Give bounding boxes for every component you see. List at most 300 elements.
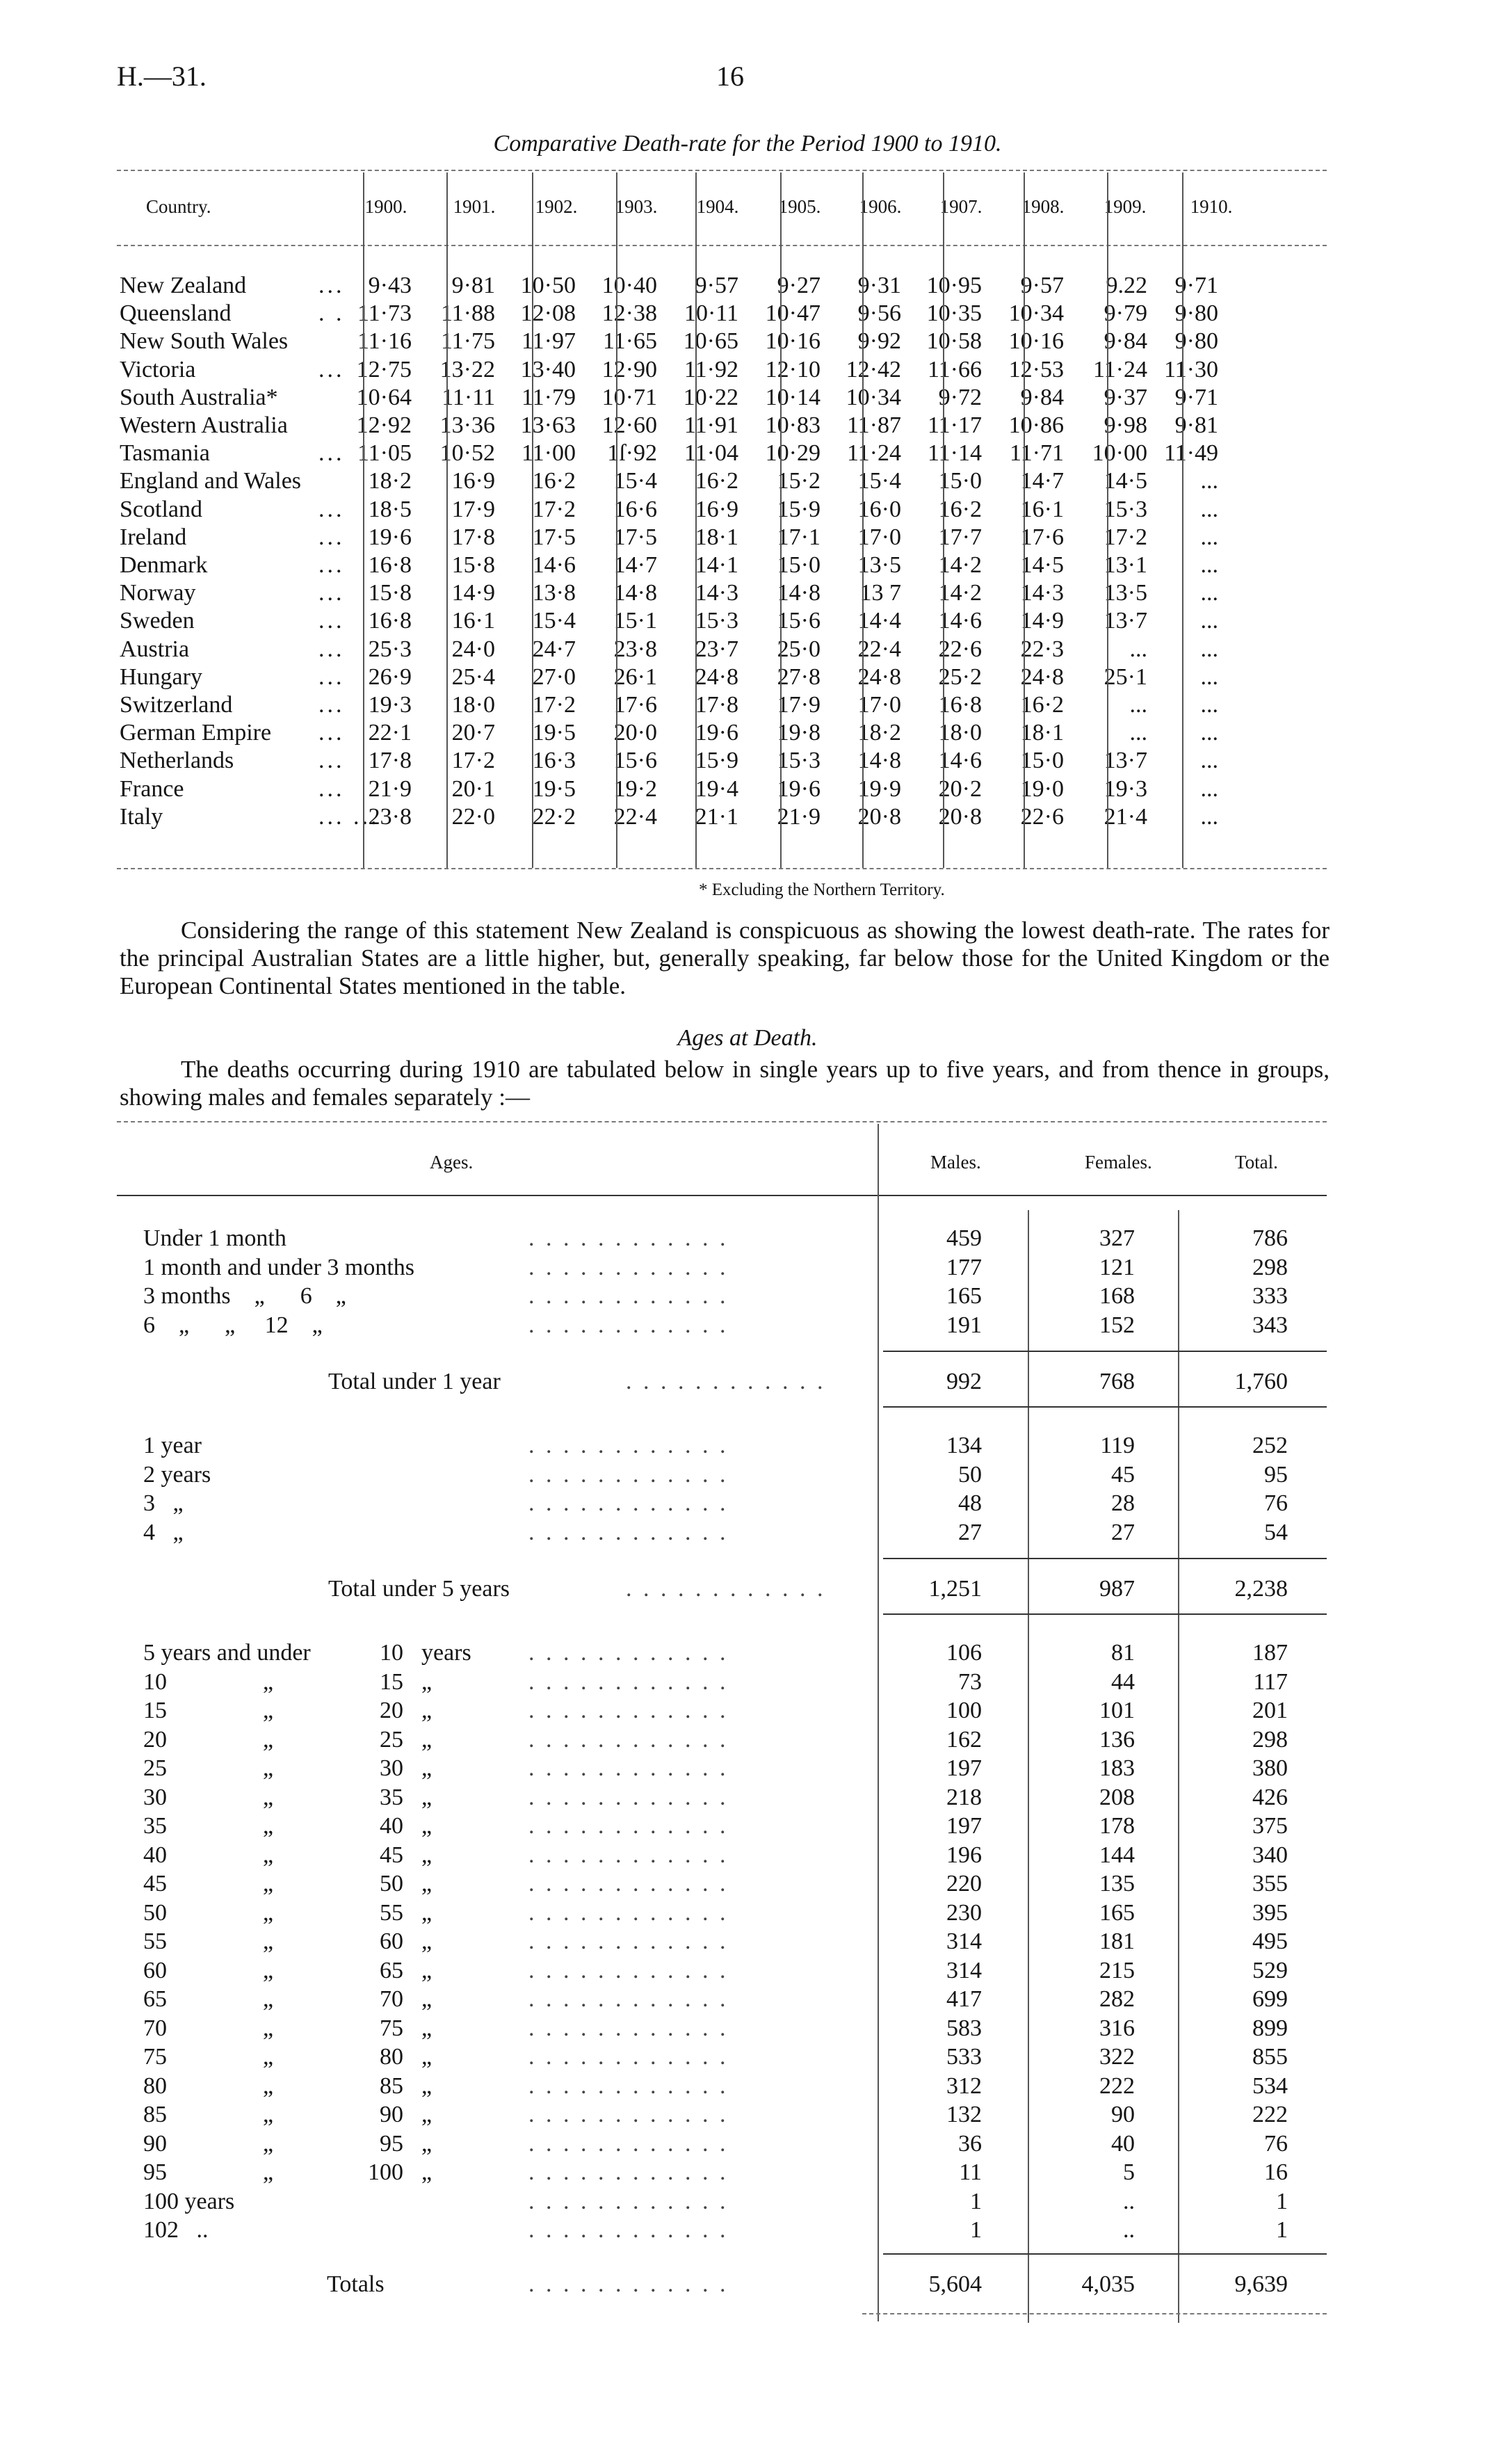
ditto-mark: „: [263, 2159, 274, 2185]
total-cell: 117: [1253, 1668, 1288, 1695]
year-header-6: 1906.: [859, 196, 902, 217]
country-name: Austria: [120, 636, 190, 662]
rate-cell: 17·9: [451, 496, 495, 522]
rate-cell: 17·2: [532, 496, 576, 522]
rate-cell: ...: [1200, 748, 1218, 774]
males-cell: 48: [958, 1490, 982, 1516]
country-name: England and Wales: [120, 468, 302, 494]
age-from: 75: [143, 2044, 167, 2070]
rate-cell: 9·84: [1104, 328, 1147, 355]
rate-cell: 10·34: [1008, 300, 1064, 327]
country-name: Sweden: [120, 608, 195, 634]
rate-cell: 9·81: [1174, 412, 1218, 438]
leader-dots: . . . . . . . . . . . .: [626, 1576, 826, 1602]
females-cell: 208: [1099, 1784, 1135, 1810]
rate-cell: 9·98: [1104, 412, 1147, 438]
total-cell: 855: [1252, 2044, 1288, 2070]
total-cell: 201: [1252, 1698, 1288, 1723]
totals-label: Totals: [327, 2271, 385, 2297]
rate-cell: 27·0: [532, 663, 576, 690]
age-label: 1 year: [143, 1433, 202, 1458]
ditto-mark: „: [263, 2102, 274, 2127]
leader-dots: . . . . . . . . . . . .: [528, 1986, 729, 2012]
rate-cell: 14·2: [938, 552, 982, 578]
age-unit: „: [421, 2044, 433, 2070]
table2-males-divider: [1028, 1210, 1029, 2323]
females-cell: 168: [1099, 1283, 1135, 1309]
rate-cell: 18·2: [368, 468, 412, 494]
age-to: 45: [380, 1842, 403, 1868]
rate-cell: 9·84: [1020, 384, 1064, 410]
rate-cell: 24·0: [451, 636, 495, 662]
rate-cell: 16·8: [938, 692, 982, 718]
rate-cell: 10·47: [765, 300, 821, 327]
females-cell: 101: [1099, 1698, 1135, 1723]
rate-cell: 14·6: [938, 608, 982, 634]
death-rate-row: [0, 692, 1495, 720]
age-from: 30: [143, 1784, 167, 1810]
males-cell: 312: [946, 2072, 982, 2099]
rate-cell: ...: [1200, 636, 1218, 662]
rate-cell: 14·5: [1020, 552, 1064, 578]
rate-cell: 12·53: [1008, 356, 1064, 383]
rate-cell: 11·75: [440, 328, 495, 355]
rate-cell: ...: [1129, 692, 1147, 718]
rate-cell: 15·3: [1104, 496, 1147, 522]
males-cell: 1: [970, 2188, 982, 2214]
rate-cell: 10·86: [1008, 412, 1064, 438]
rate-cell: 25·0: [777, 636, 821, 662]
rate-cell: 26·1: [613, 663, 657, 690]
rate-cell: 25·4: [451, 663, 495, 690]
rate-cell: 20·2: [938, 775, 982, 802]
table1-col-divider-9: [1107, 172, 1108, 868]
age-unit: „: [421, 1698, 433, 1723]
rate-cell: 10·29: [765, 440, 821, 467]
age-from: 65: [143, 1986, 167, 2012]
females-cell: 121: [1099, 1254, 1135, 1280]
death-rate-row: [0, 748, 1495, 775]
rate-cell: 25·1: [1104, 663, 1147, 690]
rate-cell: 9·31: [857, 273, 901, 298]
table1-col-divider-3: [616, 172, 617, 868]
age-label: 3 months „ 6 „: [143, 1283, 346, 1309]
table1-header-rule: [117, 245, 1327, 246]
rate-cell: 10·58: [926, 328, 982, 355]
age-unit: „: [421, 1784, 433, 1810]
females-cell: 81: [1111, 1640, 1135, 1666]
rate-cell: ...: [1200, 524, 1218, 550]
total-cell: 252: [1252, 1433, 1288, 1458]
age-unit: „: [421, 2130, 433, 2157]
leader-dots: . . . . . . . . . . . .: [528, 1433, 729, 1458]
rate-cell: 13·5: [1104, 580, 1147, 606]
age-to: 30: [380, 1755, 403, 1781]
age-to: 95: [380, 2130, 403, 2157]
year-header-2: 1902.: [535, 196, 578, 217]
rate-cell: 22·6: [938, 636, 982, 662]
year-header-3: 1903.: [615, 196, 658, 217]
total-cell: 76: [1264, 1490, 1288, 1516]
ages-intro-paragraph: The deaths occurring during 1910 are tabulated below in single years up to five years, and from thence in groups, showing males and females separately :—: [120, 1056, 1330, 1111]
females-cell: 136: [1099, 1726, 1135, 1753]
death-rate-row: [0, 497, 1495, 524]
rate-cell: ...: [1200, 692, 1218, 718]
females-cell: 44: [1111, 1668, 1135, 1695]
rate-cell: 18·0: [451, 692, 495, 718]
age-unit: „: [421, 2102, 433, 2127]
rate-cell: 21·9: [368, 775, 412, 802]
males-cell: 218: [946, 1784, 982, 1810]
leader-dots: ...: [318, 636, 345, 662]
rate-cell: 13·7: [1104, 748, 1147, 774]
rate-cell: 11·24: [1092, 356, 1147, 383]
table1-col-divider-10: [1182, 172, 1183, 868]
males-cell: 196: [946, 1842, 982, 1868]
leader-dots: . . . . . . . . . . . .: [528, 2102, 729, 2127]
females-cell: 165: [1099, 1899, 1135, 1926]
ditto-mark: „: [263, 1928, 274, 1954]
age-from: 40: [143, 1842, 167, 1868]
age-to: 85: [380, 2072, 403, 2099]
rate-cell: 11·71: [1009, 440, 1064, 467]
leader-dots: ...: [318, 748, 345, 774]
females-cell: 40: [1111, 2130, 1135, 2157]
total-cell: 333: [1252, 1283, 1288, 1309]
leader-dots: . .: [318, 300, 345, 327]
rate-cell: 16·9: [451, 468, 495, 494]
females-cell: 282: [1099, 1986, 1135, 2012]
rate-cell: 9·81: [451, 273, 495, 298]
age-from: 100 years: [143, 2188, 235, 2214]
males-cell: 197: [946, 1755, 982, 1781]
males-cell: 992: [946, 1369, 982, 1394]
subtotal-under-rule: [883, 1613, 1327, 1615]
total-cell: 298: [1252, 1254, 1288, 1280]
females-cell: ..: [1123, 2217, 1135, 2243]
females-cell: 135: [1099, 1871, 1135, 1897]
males-cell: 230: [946, 1899, 982, 1926]
age-from: 45: [143, 1871, 167, 1897]
table1-bottom-rule: [117, 868, 1327, 869]
females-cell: 4,035: [1081, 2271, 1135, 2297]
age-to: 90: [380, 2102, 403, 2127]
death-rate-row: [0, 468, 1495, 496]
leader-dots: . . . . . . . . . . . .: [528, 1225, 729, 1251]
leader-dots: . . . . . . . . . . . .: [626, 1369, 826, 1394]
age-from: 80: [143, 2072, 167, 2099]
ditto-mark: „: [263, 2044, 274, 2070]
rate-cell: 11·65: [602, 328, 657, 355]
rate-cell: 1ſ·92: [607, 440, 657, 467]
rate-cell: 9·71: [1174, 273, 1218, 298]
leader-dots: . . . . . . . . . . . .: [528, 1784, 729, 1810]
rate-cell: 15·4: [857, 468, 901, 494]
table2-header-rule: [117, 1195, 1327, 1196]
table1-col-divider-5: [780, 172, 782, 868]
country-name: New Zealand: [120, 273, 247, 298]
totals-rule: [883, 2253, 1327, 2255]
age-from: 55: [143, 1928, 167, 1954]
death-rate-row: [0, 552, 1495, 580]
death-rate-row: [0, 328, 1495, 356]
country-name: German Empire: [120, 720, 272, 746]
rate-cell: 17·8: [451, 524, 495, 550]
rate-cell: 17·2: [532, 692, 576, 718]
age-from: 90: [143, 2130, 167, 2157]
leader-dots: ...: [318, 663, 345, 690]
rate-cell: 14·3: [1020, 580, 1064, 606]
rate-cell: 16·2: [532, 468, 576, 494]
table1-col-divider-7: [943, 172, 944, 868]
rate-cell: 17·0: [857, 524, 901, 550]
age-from: 95: [143, 2159, 167, 2185]
year-header-1: 1901.: [453, 196, 496, 217]
leader-dots: ...: [318, 775, 345, 802]
rate-cell: 15·3: [695, 608, 738, 634]
total-header: Total.: [1235, 1152, 1278, 1173]
age-to: 50: [380, 1871, 403, 1897]
leader-dots: . . . . . . . . . . . .: [528, 1871, 729, 1897]
rate-cell: 10·65: [683, 328, 738, 355]
ditto-mark: „: [263, 1698, 274, 1723]
death-rate-row: [0, 440, 1495, 468]
ditto-mark: „: [263, 1986, 274, 2012]
age-from: 20: [143, 1726, 167, 1753]
age-from: 15: [143, 1698, 167, 1723]
table1-col-divider-1: [446, 172, 448, 868]
males-cell: 5,604: [928, 2271, 982, 2297]
rate-cell: 11·97: [521, 328, 576, 355]
rate-cell: 21·9: [777, 803, 821, 830]
age-unit: „: [421, 2159, 433, 2185]
females-cell: 768: [1099, 1369, 1135, 1394]
rate-cell: 16·8: [368, 608, 412, 634]
country-name: Victoria: [120, 356, 196, 383]
rate-cell: 22·2: [532, 803, 576, 830]
death-rate-row: [0, 608, 1495, 636]
death-rate-row: [0, 385, 1495, 412]
age-to: 75: [380, 2015, 403, 2041]
rate-cell: 16·6: [613, 496, 657, 522]
total-cell: 187: [1252, 1640, 1288, 1666]
ditto-mark: „: [263, 1668, 274, 1695]
age-unit: „: [421, 1899, 433, 1926]
death-rate-row: [0, 636, 1495, 664]
females-cell: 45: [1111, 1461, 1135, 1488]
leader-dots: . . . . . . . . . . . .: [528, 1928, 729, 1954]
death-rate-row: [0, 412, 1495, 440]
leader-dots: . . . . . . . . . . . .: [528, 1640, 729, 1666]
rate-cell: 15·8: [368, 580, 412, 606]
rate-cell: 19·0: [1020, 775, 1064, 802]
country-name: Western Australia: [120, 412, 288, 438]
year-header-9: 1909.: [1104, 196, 1147, 217]
males-cell: 134: [946, 1433, 982, 1458]
rate-cell: ...: [1200, 496, 1218, 522]
rate-cell: 13 7: [859, 580, 901, 606]
females-cell: 183: [1099, 1755, 1135, 1781]
females-cell: 215: [1099, 1957, 1135, 1983]
ditto-mark: „: [263, 1755, 274, 1781]
rate-cell: 11·30: [1163, 356, 1218, 383]
table2-top-rule: [117, 1121, 1327, 1122]
age-unit: years: [421, 1640, 471, 1666]
total-cell: 426: [1252, 1784, 1288, 1810]
rate-cell: ...: [1200, 608, 1218, 634]
rate-cell: 13·5: [857, 552, 901, 578]
rate-cell: 9·92: [857, 328, 901, 355]
rate-cell: 18·2: [857, 720, 901, 746]
rate-cell: 26·9: [368, 663, 412, 690]
leader-dots: . . . . . . . . . . . .: [528, 1842, 729, 1868]
age-unit: „: [421, 2015, 433, 2041]
rate-cell: 27·8: [777, 663, 821, 690]
year-header-5: 1905.: [778, 196, 821, 217]
rate-cell: 22·4: [613, 803, 657, 830]
age-to: 40: [380, 1813, 403, 1839]
rate-cell: 17·5: [532, 524, 576, 550]
year-header-7: 1907.: [939, 196, 983, 217]
males-cell: 220: [946, 1871, 982, 1897]
total-cell: 298: [1252, 1726, 1288, 1753]
rate-cell: 15·0: [938, 468, 982, 494]
rate-cell: 11·00: [521, 440, 576, 467]
rate-cell: 9·72: [938, 384, 982, 410]
rate-cell: 14·7: [613, 552, 657, 578]
leader-dots: ...: [318, 580, 345, 606]
leader-dots: ...: [318, 524, 345, 550]
rate-cell: 9·57: [695, 273, 738, 298]
rate-cell: 10·50: [520, 273, 576, 298]
age-from: 25: [143, 1755, 167, 1781]
males-cell: 100: [946, 1698, 982, 1723]
males-cell: 177: [946, 1254, 982, 1280]
age-to: 80: [380, 2044, 403, 2070]
total-cell: 699: [1252, 1986, 1288, 2012]
females-cell: 181: [1099, 1928, 1135, 1954]
rate-cell: 13·40: [520, 356, 576, 383]
rate-cell: 19·8: [777, 720, 821, 746]
rate-cell: 11·17: [927, 412, 982, 438]
year-header-4: 1904.: [696, 196, 739, 217]
ditto-mark: „: [263, 1842, 274, 1868]
rate-cell: 9·27: [777, 273, 821, 298]
ditto-mark: „: [263, 2015, 274, 2041]
females-cell: 222: [1099, 2072, 1135, 2099]
leader-dots: . . . . . . . . . . . .: [528, 1254, 729, 1280]
table1-top-rule: [117, 170, 1327, 171]
rate-cell: 17·8: [695, 692, 738, 718]
commentary-paragraph: Considering the range of this statement New Zealand is conspicuous as showing the lowest death-rate. The rates for the principal Australian States are a little higher, but, generally speaking, far below those for the United Kingdom or the European Continental States mentioned in the table.: [120, 917, 1330, 999]
rate-cell: 16·1: [451, 608, 495, 634]
rate-cell: 11·92: [684, 356, 738, 383]
year-header-8: 1908.: [1021, 196, 1065, 217]
rate-cell: 23·8: [613, 636, 657, 662]
leader-dots: . . . . . . . . . . . .: [528, 2271, 729, 2297]
rate-cell: 14·6: [532, 552, 576, 578]
death-rate-row: [0, 720, 1495, 748]
rate-cell: 10·34: [846, 384, 901, 410]
rate-cell: 19·2: [613, 775, 657, 802]
rate-cell: ...: [1200, 720, 1218, 746]
females-cell: 152: [1099, 1312, 1135, 1338]
year-header-0: 1900.: [364, 196, 407, 217]
rate-cell: 19·6: [777, 775, 821, 802]
leader-dots: . . . . . . . . . . . .: [528, 2159, 729, 2185]
rate-cell: 17·9: [777, 692, 821, 718]
total-cell: 395: [1252, 1899, 1288, 1926]
rate-cell: ...: [1200, 580, 1218, 606]
rate-cell: 9·79: [1104, 300, 1147, 327]
rate-cell: 10·71: [601, 384, 657, 410]
males-cell: 191: [946, 1312, 982, 1338]
rate-cell: 16·1: [1020, 496, 1064, 522]
table2-females-divider: [1178, 1210, 1179, 2323]
rate-cell: 19·5: [532, 775, 576, 802]
leader-dots: . . . . . . . . . . . .: [528, 1490, 729, 1516]
males-cell: 73: [958, 1668, 982, 1695]
males-cell: 162: [946, 1726, 982, 1753]
rate-cell: 13·1: [1104, 552, 1147, 578]
rate-cell: 14·4: [857, 608, 901, 634]
rate-cell: 14·1: [695, 552, 738, 578]
total-cell: 1: [1276, 2217, 1288, 2243]
country-name: Netherlands: [120, 748, 234, 774]
country-name: Tasmania: [120, 440, 210, 467]
females-cell: 119: [1100, 1433, 1135, 1458]
rate-cell: 10·52: [439, 440, 495, 467]
rate-cell: 16·3: [532, 748, 576, 774]
age-to: 15: [380, 1668, 403, 1695]
rate-cell: 11·14: [927, 440, 982, 467]
rate-cell: 10·00: [1092, 440, 1147, 467]
leader-dots: ...: [318, 720, 345, 746]
subtotal-rule: [883, 1558, 1327, 1559]
rate-cell: 19·4: [695, 775, 738, 802]
leader-dots: ... ...: [318, 803, 380, 830]
leader-dots: . . . . . . . . . . . .: [528, 1899, 729, 1926]
age-unit: „: [421, 1986, 433, 2012]
rate-cell: 17·1: [777, 524, 821, 550]
age-label: 2 years: [143, 1461, 211, 1488]
ditto-mark: „: [263, 1871, 274, 1897]
rate-cell: 15·0: [777, 552, 821, 578]
rate-cell: 15·4: [532, 608, 576, 634]
total-cell: 380: [1252, 1755, 1288, 1781]
leader-dots: . . . . . . . . . . . .: [528, 1698, 729, 1723]
leader-dots: ...: [318, 608, 345, 634]
rate-cell: 13·7: [1104, 608, 1147, 634]
rate-cell: 14·3: [695, 580, 738, 606]
country-header: Country.: [146, 196, 211, 217]
rate-cell: 12·42: [846, 356, 901, 383]
country-name: South Australia*: [120, 384, 278, 410]
rate-cell: 15·6: [613, 748, 657, 774]
leader-dots: . . . . . . . . . . . .: [528, 1668, 729, 1695]
rate-cell: 22·6: [1020, 803, 1064, 830]
rate-cell: 14·6: [938, 748, 982, 774]
leader-dots: . . . . . . . . . . . .: [528, 2130, 729, 2157]
rate-cell: 10·16: [1008, 328, 1064, 355]
rate-cell: 12·75: [356, 356, 412, 383]
rate-cell: 20·1: [451, 775, 495, 802]
total-cell: 340: [1252, 1842, 1288, 1868]
leader-dots: . . . . . . . . . . . .: [528, 1519, 729, 1545]
age-unit: „: [421, 1842, 433, 1868]
rate-cell: 22·0: [451, 803, 495, 830]
age-label: Under 1 month: [143, 1225, 286, 1251]
